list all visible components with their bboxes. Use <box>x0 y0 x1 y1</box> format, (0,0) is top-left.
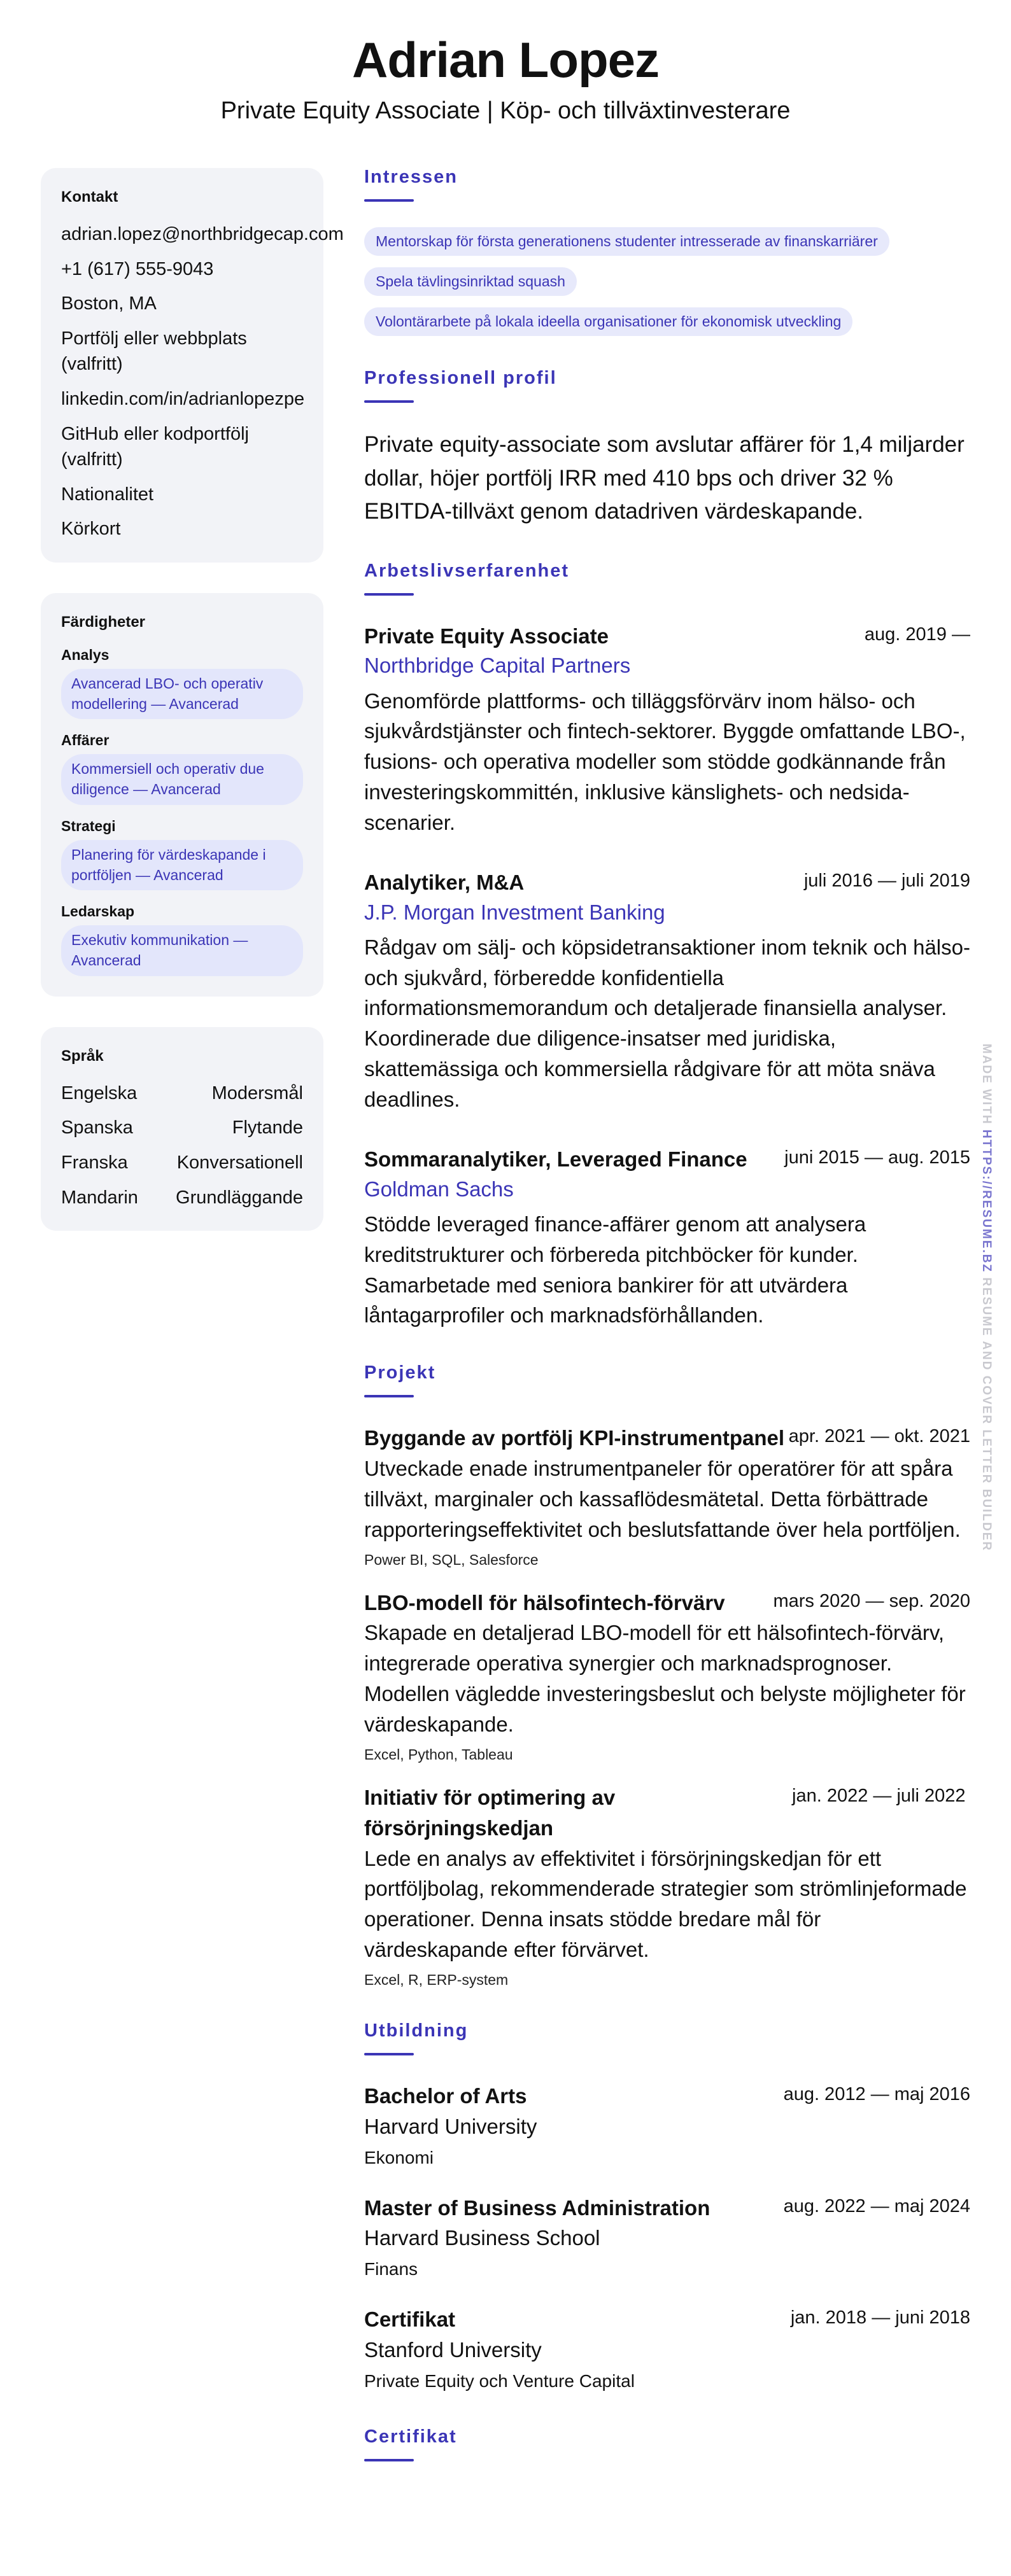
project-tools: Excel, R, ERP-system <box>364 1971 509 1988</box>
skills-title: Färdigheter <box>61 613 146 631</box>
project-description: Lede en analys av effektivitet i försörjningskedjan för ett portföljbolag, rekommenderade strategier som strömlinjeformade operationer. Denna insats stödde bredare mål för värdeskapande efter förvärvet. <box>364 1846 967 1962</box>
certificates-section <box>364 2426 970 2461</box>
skill-pill: Kommersiell och operativ due diligence — Avancerad <box>61 754 303 804</box>
contact-website[interactable]: Portfölj eller webbplats (valfritt) <box>61 328 247 375</box>
job-title: Analytiker, M&A <box>364 870 525 894</box>
degree: Certifikat <box>364 2307 456 2332</box>
contact-title: Kontakt <box>61 188 118 206</box>
language-level: Flytande <box>232 1117 303 1138</box>
company-name: Northbridge Capital Partners <box>364 654 631 678</box>
languages-title: Språk <box>61 1047 104 1065</box>
company-name: Goldman Sachs <box>364 1177 514 1201</box>
skill-pill: Avancerad LBO- och operativ modellering — Avancerad <box>61 669 303 719</box>
contact-phone[interactable]: +1 (617) 555-9043 <box>61 258 214 279</box>
profile-summary: Private equity-associate som avslutar affärer för 1,4 miljarder dollar, höjer portfölj IRR med 410 bps och driver 32 % EBITDA-tillväxt genom datadriven värdeskapande. <box>364 432 965 524</box>
watermark-link[interactable]: HTTPS://RESUME.BZ <box>980 1130 993 1273</box>
skill-label: Strategi <box>61 817 116 834</box>
interest-pill: Spela tävlingsinriktad squash <box>364 267 577 296</box>
resume-header <box>0 33 1011 125</box>
experience-entry <box>364 867 970 1115</box>
project-entry <box>364 1588 970 1763</box>
project-name: LBO-modell för hälsofintech-förvärv <box>364 1590 725 1614</box>
field-of-study: Ekonomi <box>364 2147 434 2167</box>
skill-group <box>61 818 303 890</box>
field-of-study: Private Equity och Venture Capital <box>364 2370 635 2391</box>
interest-pill: Mentorskap för första generationens studenter intresserade av finanskarriärer <box>364 227 889 256</box>
sidebar <box>41 168 344 1261</box>
contact-location: Boston, MA <box>61 293 157 314</box>
project-description: Utveckade enade instrumentpaneler för operatörer för att spåra tillväxt, marginaler och kassaflödesmätetal. Detta förbättrade rapporteringseffektivitet och beslutsfattande över hela portföljen. <box>364 1457 961 1541</box>
watermark-suffix: RESUME AND COVER LETTER BUILDER <box>980 1277 993 1552</box>
section-title: Intressen <box>364 167 458 187</box>
job-description: Genomförde plattforms- och tilläggsförvärv inom hälso- och sjukvårdstjänster och fintech-sektorer. Byggde omfattande LBO-, fusions- och operativa modeller som stödde godkännande från investeringskommittén, inklusive känslighets- och nedsida-scenarier. <box>364 689 966 834</box>
skill-label: Analys <box>61 646 110 663</box>
language-name: Spanska <box>61 1117 133 1138</box>
language-row <box>61 1115 303 1141</box>
education-entry <box>364 2081 970 2171</box>
section-title: Utbildning <box>364 2020 469 2041</box>
language-name: Franska <box>61 1152 128 1173</box>
section-divider <box>364 593 414 596</box>
project-name: Byggande av portfölj KPI-instrumentpanel <box>364 1426 785 1450</box>
language-level: Konversationell <box>176 1152 303 1173</box>
experience-section <box>364 561 970 1331</box>
job-date: juli 2016 — juli 2019 <box>803 870 970 891</box>
experience-entry <box>364 1144 970 1331</box>
education-section <box>364 2020 970 2395</box>
school-name: Harvard Business School <box>364 2226 600 2250</box>
degree: Bachelor of Arts <box>364 2083 527 2108</box>
skill-group <box>61 903 303 976</box>
project-description: Skapade en detaljerad LBO-modell för ett hälsofintech-förvärv, integrerade operativa synergier och marknadsprognoser. Modellen vägledde investeringsbeslut och belyste möjligheter för värdeskapande. <box>364 1621 966 1736</box>
job-date: juni 2015 — aug. 2015 <box>784 1147 970 1168</box>
language-name: Engelska <box>61 1082 138 1103</box>
skill-label: Ledarskap <box>61 903 135 920</box>
section-title: Arbetslivserfarenhet <box>364 560 570 581</box>
projects-section <box>364 1362 970 1989</box>
language-name: Mandarin <box>61 1187 138 1208</box>
job-date: aug. 2019 — <box>864 624 970 645</box>
skill-label: Affärer <box>61 732 110 749</box>
project-date: jan. 2022 — juli 2022 <box>792 1785 966 1806</box>
section-title: Certifikat <box>364 2426 457 2447</box>
languages-card <box>41 1027 323 1231</box>
section-divider <box>364 400 414 403</box>
field-of-study: Finans <box>364 2259 418 2279</box>
company-name: J.P. Morgan Investment Banking <box>364 900 665 924</box>
watermark-text <box>979 1044 993 1551</box>
school-name: Stanford University <box>364 2338 542 2362</box>
project-entry <box>364 1782 970 1989</box>
project-tools: Excel, Python, Tableau <box>364 1746 513 1763</box>
education-date: aug. 2012 — maj 2016 <box>783 2083 970 2104</box>
interests-section <box>364 167 970 336</box>
project-name: Initiativ för optimering av försörjningskedjan <box>364 1785 616 1840</box>
interest-pill: Volontärarbete på lokala ideella organisationer för ekonomisk utveckling <box>364 307 852 336</box>
section-title: Projekt <box>364 1362 436 1383</box>
watermark-prefix: MADE WITH <box>980 1044 993 1125</box>
education-date: aug. 2022 — maj 2024 <box>783 2195 970 2216</box>
person-title: Private Equity Associate | Köp- och tillväxtinvesterare <box>220 97 791 124</box>
experience-entry <box>364 621 970 838</box>
person-name: Adrian Lopez <box>351 32 659 88</box>
section-divider <box>364 2053 414 2055</box>
section-title: Professionell profil <box>364 368 557 388</box>
language-level: Grundläggande <box>176 1187 303 1208</box>
skill-group <box>61 732 303 804</box>
job-description: Rådgav om sälj- och köpsidetransaktioner inom teknik och hälso- och sjukvård, förberedde konfidentiella informationsmemorandum och detaljerade finansiella analyser. Koordinerade due diligence-insatser med juridiska, skattemässiga och kommersiella rådgivare för att möta snäva deadlines. <box>364 935 970 1111</box>
degree: Master of Business Administration <box>364 2195 711 2220</box>
language-row <box>61 1081 303 1107</box>
contact-nationality: Nationalitet <box>61 484 154 505</box>
contact-github[interactable]: GitHub eller kodportfölj (valfritt) <box>61 423 249 470</box>
section-divider <box>364 2459 414 2461</box>
section-divider <box>364 1395 414 1397</box>
profile-section <box>364 368 970 529</box>
skill-pill: Exekutiv kommunikation — Avancerad <box>61 925 303 976</box>
education-entry <box>364 2193 970 2283</box>
skills-card <box>41 593 323 997</box>
project-date: mars 2020 — sep. 2020 <box>773 1590 970 1611</box>
language-row <box>61 1185 303 1211</box>
contact-email[interactable]: adrian.lopez@northbridgecap.com <box>61 224 344 244</box>
contact-linkedin[interactable]: linkedin.com/in/adrianlopezpe <box>61 388 305 409</box>
contact-card <box>41 168 344 563</box>
school-name: Harvard University <box>364 2114 537 2138</box>
project-entry <box>364 1423 970 1568</box>
skill-pill: Planering för värdeskapande i portföljen — Avancerad <box>61 840 303 890</box>
language-row <box>61 1150 303 1176</box>
language-level: Modersmål <box>211 1082 303 1103</box>
education-date: jan. 2018 — juni 2018 <box>790 2307 970 2328</box>
project-tools: Power BI, SQL, Salesforce <box>364 1551 539 1568</box>
project-date: apr. 2021 — okt. 2021 <box>788 1426 970 1447</box>
skill-group <box>61 647 303 719</box>
job-title: Private Equity Associate <box>364 624 609 648</box>
job-description: Stödde leveraged finance-affärer genom att analysera kreditstrukturer och förbereda pitchböcker för kunder. Samarbetade med seniora bankirer för att utvärdera låntagarprofiler och marknadsförhållanden. <box>364 1212 866 1327</box>
education-entry <box>364 2304 970 2395</box>
contact-license: Körkort <box>61 519 121 540</box>
section-divider <box>364 199 414 202</box>
main-content <box>364 167 970 2493</box>
job-title: Sommaranalytiker, Leveraged Finance <box>364 1147 747 1171</box>
